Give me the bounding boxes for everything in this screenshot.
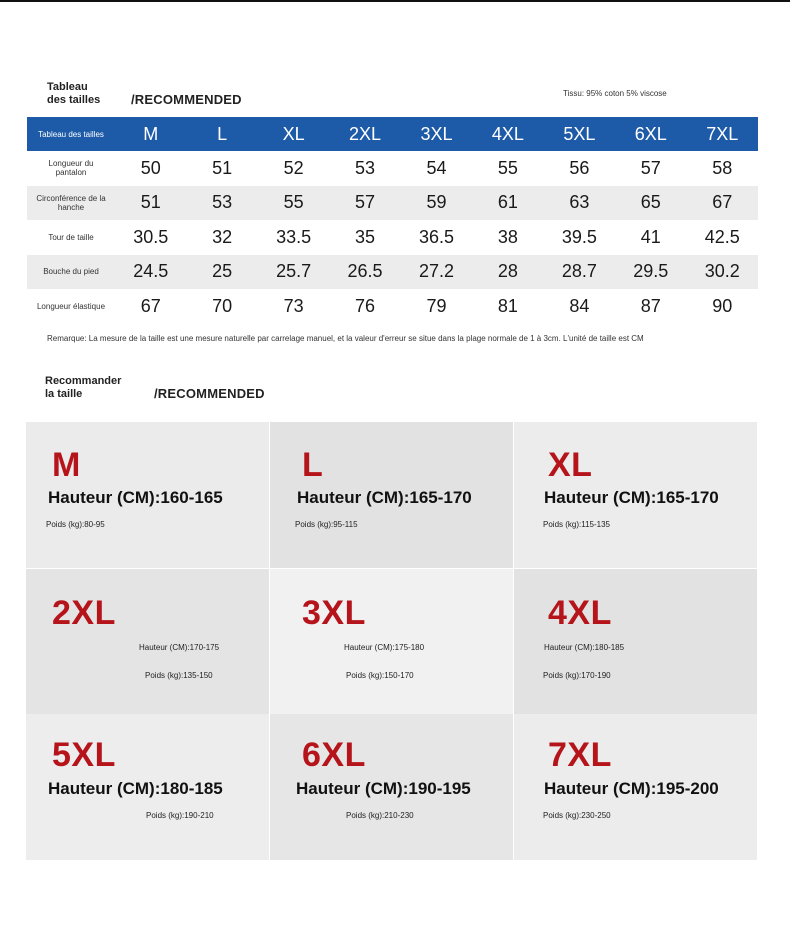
table-cell: 39.5 [561,226,597,247]
recommendation-card-xl [514,422,757,568]
table-cell: 52 [283,157,304,178]
table-row [27,289,758,324]
size-header: 2XL [329,117,400,151]
weight-range: Poids (kg):210-230 [346,811,414,820]
table-cell: 42.5 [704,226,740,247]
table-cell: 81 [497,295,518,316]
recommendation-card-7xl [514,714,757,860]
weight-range: Poids (kg):170-190 [543,671,611,680]
table-cell: 38 [497,226,518,247]
row-label: Longueur du pantalon [48,159,94,178]
height-range: Hauteur (CM):195-200 [544,779,719,798]
size-label: 3XL [302,594,366,632]
table-cell: 41 [640,226,661,247]
size-header: 4XL [472,117,543,151]
table-cell: 55 [258,186,329,221]
row-label: Circonférence de la hanche [27,186,115,221]
recommendation-card-5xl [26,714,269,860]
weight-range: Poids (kg):80-95 [46,520,105,529]
size-label: 7XL [548,736,612,774]
weight-range: Poids (kg):190-210 [146,811,214,820]
table-cell: 51 [212,157,233,178]
table-cell: 57 [640,157,661,178]
table-cell: 30.5 [133,226,169,247]
table-cell: 90 [712,295,733,316]
weight-range: Poids (kg):230-250 [543,811,611,820]
size-label: XL [548,446,593,484]
size-label: 4XL [548,594,612,632]
recommendation-card-3xl [270,569,513,715]
table-cell: 26.5 [329,255,400,290]
recommendation-card-4xl [514,569,757,715]
size-chart-title-line1: Tableau [47,81,88,93]
measurement-remark: Remarque: La mesure de la taille est une mesure naturelle par carrelage manuel, et la valeur d'erreur se situe dans la plage normale de 1 à 3cm. L'unité de taille est CM [47,334,644,343]
height-range: Hauteur (CM):165-170 [544,488,719,507]
size-header: 7XL [687,117,759,151]
height-range: Hauteur (CM):175-180 [344,643,425,652]
size-label: 5XL [52,736,116,774]
recommend-title-line2: la taille [45,388,83,400]
table-row [27,186,758,221]
weight-range: Poids (kg):115-135 [543,520,610,529]
recommend-recommended-label: /RECOMMENDED [154,386,265,401]
table-cell: 33.5 [276,226,312,247]
table-cell: 63 [544,186,615,221]
size-header: 3XL [401,117,472,151]
table-cell: 57 [329,186,400,221]
table-cell: 67 [687,186,759,221]
top-border-line [0,0,790,2]
table-cell: 25 [186,255,257,290]
table-cell: 32 [212,226,233,247]
size-table [27,117,758,324]
recommendation-grid [26,422,757,860]
row-label: Longueur élastique [36,301,106,311]
size-table-corner-label: Tableau des tailles [27,117,115,151]
size-label: 2XL [52,594,116,632]
height-range: Hauteur (CM):180-185 [48,779,223,798]
size-chart-title [47,81,100,107]
table-cell: 28 [472,255,543,290]
table-cell: 61 [472,186,543,221]
table-cell: 29.5 [615,255,686,290]
table-cell: 79 [426,295,447,316]
weight-range: Poids (kg):135-150 [145,671,213,680]
recommendation-card-6xl [270,714,513,860]
height-range: Hauteur (CM):180-185 [544,643,625,652]
table-cell: 67 [140,295,161,316]
height-range: Hauteur (CM):160-165 [48,488,223,507]
table-cell: 84 [569,295,590,316]
size-chart-title-line2: des tailles [47,94,101,106]
size-header: XL [258,117,329,151]
table-cell: 56 [569,157,590,178]
size-label: M [52,446,81,484]
fabric-composition: Tissu: 95% coton 5% viscose [563,89,667,98]
table-cell: 24.5 [115,255,186,290]
table-row [27,220,758,255]
height-range: Hauteur (CM):190-195 [296,779,471,798]
table-cell: 51 [115,186,186,221]
weight-range: Poids (kg):150-170 [346,671,414,680]
table-cell: 30.2 [687,255,759,290]
size-header: 6XL [615,117,686,151]
size-chart-recommended-label: /RECOMMENDED [131,92,242,107]
weight-range: Poids (kg):95-115 [295,520,358,529]
table-cell: 53 [355,157,376,178]
table-cell: 28.7 [544,255,615,290]
table-cell: 76 [355,295,376,316]
table-cell: 55 [497,157,518,178]
size-label: L [302,446,324,484]
table-row [27,255,758,290]
table-cell: 70 [212,295,233,316]
table-cell: 36.5 [418,226,454,247]
table-cell: 50 [140,157,161,178]
table-cell: 35 [355,226,376,247]
table-cell: 54 [426,157,447,178]
table-cell: 59 [401,186,472,221]
table-cell: 27.2 [401,255,472,290]
size-table-header-row [27,117,758,151]
table-cell: 53 [186,186,257,221]
row-label: Bouche du pied [27,255,115,290]
table-cell: 87 [640,295,661,316]
table-cell: 65 [615,186,686,221]
row-label: Tour de taille [48,232,94,242]
size-header: 5XL [544,117,615,151]
height-range: Hauteur (CM):170-175 [139,643,220,652]
table-cell: 73 [283,295,304,316]
recommendation-card-l [270,422,513,568]
recommendation-card-2xl [26,569,269,715]
height-range: Hauteur (CM):165-170 [297,488,472,507]
recommendation-card-m [26,422,269,568]
table-cell: 58 [712,157,733,178]
recommend-title-line1: Recommander [45,375,122,387]
size-header: L [186,117,257,151]
recommend-title [45,375,121,401]
table-row [27,151,758,186]
size-header: M [115,117,186,151]
table-cell: 25.7 [258,255,329,290]
size-label: 6XL [302,736,366,774]
